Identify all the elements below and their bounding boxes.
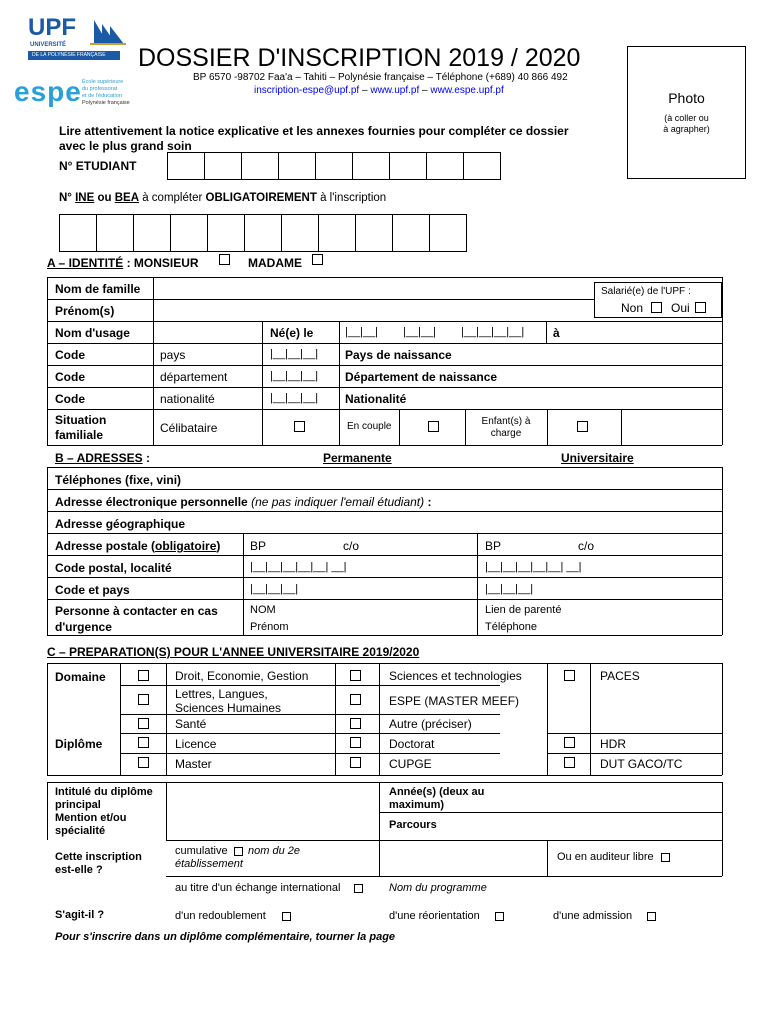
identite-row-line — [47, 387, 722, 388]
upf-banner — [28, 51, 120, 60]
droit-label: Droit, Economie, Gestion — [175, 669, 309, 683]
birth-place-label: à — [553, 326, 560, 340]
postale-a: Adresse postale ( — [55, 539, 156, 553]
photo-note-1: (à coller ou — [664, 113, 709, 123]
droit-checkbox[interactable] — [138, 670, 149, 681]
pays-label: pays — [160, 348, 186, 362]
ine-digit-box[interactable] — [429, 214, 467, 252]
ine-digit-box[interactable] — [392, 214, 430, 252]
code-pays-mask[interactable]: |__|__|__| — [270, 348, 319, 360]
doctorat-label: Doctorat — [389, 737, 435, 751]
cp-label: Code postal, localité — [55, 561, 172, 575]
student-digit-box[interactable] — [352, 152, 390, 180]
postale-c: ) — [216, 539, 221, 553]
espe-logo-text: espe — [14, 76, 82, 107]
prep-row-line — [547, 753, 722, 754]
adresse-row-line — [47, 599, 722, 600]
univ-pays-mask[interactable]: |__|__|__| — [485, 583, 534, 595]
prep2-right-border — [722, 782, 723, 876]
ine-digit-box[interactable] — [170, 214, 208, 252]
postale-label — [55, 539, 220, 553]
departement-label: département — [160, 370, 228, 384]
situation-label-2: familiale — [55, 428, 104, 442]
en-couple-checkbox[interactable] — [428, 421, 439, 432]
licence-label: Licence — [175, 737, 217, 751]
adresses-colon: : — [145, 451, 150, 465]
intitule-label-2: principal — [55, 799, 101, 811]
celibataire-checkbox[interactable] — [294, 421, 305, 432]
prep2-left-border — [47, 782, 48, 840]
prenoms-label: Prénom(s) — [55, 304, 115, 318]
link-sep-2: – — [422, 85, 428, 96]
prep2-col-line — [547, 840, 548, 876]
ine-c: ou — [94, 192, 115, 204]
perm-pays-mask[interactable]: |__|__|__| — [250, 583, 299, 595]
adresse-right-border — [722, 467, 723, 635]
nom2e-label-1: nom du 2e — [248, 845, 300, 857]
date-mask-day[interactable]: |__|__| — [345, 326, 379, 338]
date-mask-year[interactable]: |__|__|__|__| — [461, 326, 525, 338]
identite-left-border — [47, 277, 48, 445]
code-dept-mask[interactable]: |__|__|__| — [270, 370, 319, 382]
lettres-label-1: Lettres, Langues, — [175, 687, 268, 701]
identite-col-6 — [465, 409, 466, 445]
madame-label: MADAME — [248, 256, 302, 270]
espe-checkbox[interactable] — [350, 694, 361, 705]
student-digit-box[interactable] — [204, 152, 242, 180]
upf-site-link[interactable]: www.upf.pf — [370, 85, 420, 96]
email-label-c: : — [424, 495, 432, 509]
ne-le-label: Né(e) le — [270, 326, 314, 340]
adresse-left-border — [47, 467, 48, 635]
identite-row-line — [47, 365, 722, 366]
ine-digit-box[interactable] — [207, 214, 245, 252]
ine-instruction — [59, 192, 386, 204]
adresse-row-line — [47, 577, 722, 578]
adresse-row-line — [47, 467, 722, 468]
ine-digit-box[interactable] — [96, 214, 134, 252]
prep-right-border — [722, 663, 723, 775]
upf-sub2: DE LA POLYNÉSIE FRANÇAISE — [32, 52, 106, 58]
prep-col-line — [166, 663, 167, 775]
nom2e-label-2: établissement — [175, 858, 243, 870]
master-label: Master — [175, 757, 212, 771]
email-label-a: Adresse électronique personnelle — [55, 495, 252, 509]
identite-col-5 — [399, 409, 400, 445]
en-couple-label: En couple — [347, 421, 392, 432]
reorientation-label: d'une réorientation — [389, 910, 480, 922]
telephones-label: Téléphones (fixe, vini) — [55, 473, 182, 487]
ine-g: à l'inscription — [316, 192, 387, 204]
situation-label-1: Situation — [55, 413, 107, 427]
salarie-non-checkbox[interactable] — [651, 302, 662, 313]
espe-sub-1: École supérieure — [82, 79, 124, 85]
prep-row-line — [120, 753, 500, 754]
contact-links — [254, 85, 504, 96]
lettres-label-2: Sciences Humaines — [175, 701, 282, 715]
adresse-col-2 — [477, 533, 478, 635]
celibataire-label: Célibataire — [160, 421, 218, 435]
salarie-oui-checkbox[interactable] — [695, 302, 706, 313]
dut-checkbox[interactable] — [564, 757, 575, 768]
univ-co: c/o — [578, 539, 595, 553]
enfants-label-1: Enfant(s) à — [481, 416, 531, 427]
admission-checkbox[interactable] — [647, 912, 656, 921]
adresse-row-line — [47, 635, 722, 636]
espe-sub-2: du professorat — [82, 86, 118, 92]
cupge-label: CUPGE — [389, 757, 432, 771]
reorientation-checkbox[interactable] — [495, 912, 504, 921]
contact-label-1: Personne à contacter en cas — [55, 604, 218, 618]
paces-label: PACES — [600, 669, 640, 683]
redoublement-checkbox[interactable] — [282, 912, 291, 921]
sagit-label: S'agit-il ? — [55, 909, 105, 921]
permanente-header: Permanente — [323, 451, 392, 465]
nationalite-label: Nationalité — [345, 392, 407, 406]
prep-row-line — [120, 733, 500, 734]
identite-heading — [47, 256, 199, 270]
universitaire-header: Universitaire — [561, 451, 634, 465]
univ-bp: BP — [485, 539, 502, 553]
licence-checkbox[interactable] — [138, 737, 149, 748]
nationalite-code-label: nationalité — [160, 392, 215, 406]
salarie-box — [594, 282, 722, 318]
student-digit-box[interactable] — [463, 152, 501, 180]
intitule-label-1: Intitulé du diplôme — [55, 786, 153, 798]
adresse-row-line — [47, 489, 722, 490]
email-label — [55, 495, 431, 509]
contact-label-2: d'urgence — [55, 620, 112, 634]
prep2-col-line — [166, 782, 167, 840]
adresses-heading — [55, 451, 150, 465]
doctorat-checkbox[interactable] — [350, 737, 361, 748]
prep2-col-line — [379, 782, 380, 876]
identite-col-7 — [547, 409, 548, 445]
prep-col-line — [379, 663, 380, 775]
prep-bottom-line — [47, 775, 722, 776]
link-sep-1: – — [362, 85, 368, 96]
prep-col-line — [335, 663, 336, 775]
contact-telephone: Téléphone — [485, 621, 537, 633]
notice-line-1: Lire attentivement la notice explicative et les annexes fournies pour compléter ce dossier — [59, 124, 569, 138]
preparation-heading: C – PREPARATION(S) POUR L'ANNEE UNIVERSITAIRE 2019/2020 — [47, 645, 420, 659]
code-nat-mask[interactable]: |__|__|__| — [270, 392, 319, 404]
adresse-col-1 — [243, 533, 244, 635]
pays-naissance-label: Pays de naissance — [345, 348, 452, 362]
cette-label-1: Cette inscription — [55, 851, 142, 863]
ine-b: INE — [75, 192, 95, 204]
prep2-row-line — [166, 840, 722, 841]
annees-label-2: maximum) — [389, 799, 445, 811]
ine-digit-box[interactable] — [244, 214, 282, 252]
sante-label: Santé — [175, 717, 207, 731]
espe-sub-4: Polynésie française — [82, 100, 130, 106]
monsieur-checkbox[interactable] — [219, 254, 230, 265]
student-number-label: N° ETUDIANT — [59, 159, 137, 173]
nom-usage-label: Nom d'usage — [55, 326, 130, 340]
student-digit-box[interactable] — [278, 152, 316, 180]
ine-digit-box[interactable] — [355, 214, 393, 252]
prep-left-border — [47, 663, 48, 775]
geo-label: Adresse géographique — [55, 517, 186, 531]
student-digit-box[interactable] — [167, 152, 205, 180]
prep2-top-line — [47, 782, 722, 783]
perm-co: c/o — [343, 539, 360, 553]
ine-digit-box[interactable] — [281, 214, 319, 252]
code-pays-label: Code — [55, 348, 85, 362]
student-digit-box[interactable] — [315, 152, 353, 180]
prep-col-line — [547, 663, 548, 775]
redoublement-label: d'un redoublement — [175, 910, 266, 922]
diplome-label: Diplôme — [55, 737, 103, 751]
code-nat-label: Code — [55, 392, 85, 406]
espe-site-link[interactable]: www.espe.upf.pf — [430, 85, 504, 96]
mention-label-2: spécialité — [55, 825, 106, 837]
code-dept-label: Code — [55, 370, 85, 384]
cumulative-checkbox[interactable] — [234, 847, 243, 856]
ine-digit-box[interactable] — [133, 214, 171, 252]
identite-row-line — [47, 343, 722, 344]
pays-label-addr: Code et pays — [55, 583, 130, 597]
photo-box — [627, 46, 746, 179]
contact-nom: NOM — [250, 604, 276, 616]
prep-row-line — [547, 733, 722, 734]
identite-col-8 — [621, 409, 622, 445]
lettres-checkbox[interactable] — [138, 694, 149, 705]
monsieur-label: : MONSIEUR — [126, 256, 199, 270]
espe-logo — [14, 76, 138, 110]
ine-e: à compléter — [139, 192, 206, 204]
enfants-checkbox[interactable] — [577, 421, 588, 432]
echange-label: au titre d'un échange international — [175, 882, 341, 894]
enfants-label-2: charge — [490, 428, 522, 439]
identite-col-1 — [153, 277, 154, 445]
echange-checkbox[interactable] — [354, 884, 363, 893]
admission-label: d'une admission — [553, 910, 633, 922]
ine-f: OBLIGATOIREMENT — [205, 192, 317, 204]
univ-cp-mask[interactable]: |__|__|__|__|__| __| — [485, 561, 582, 573]
espe-meef-label: ESPE (MASTER MEEF) — [389, 694, 520, 708]
salarie-non: Non — [621, 301, 644, 315]
madame-checkbox[interactable] — [312, 254, 323, 265]
email-label-b: (ne pas indiquer l'email étudiant) — [251, 495, 425, 509]
student-digit-box[interactable] — [241, 152, 279, 180]
annees-label-1: Année(s) (deux au — [389, 786, 485, 798]
photo-note-2: à agrapher) — [663, 124, 710, 134]
auditeur-checkbox[interactable] — [661, 853, 670, 862]
prep-col-line — [590, 663, 591, 775]
adresse-row-line — [47, 555, 722, 556]
autre-checkbox[interactable] — [350, 718, 361, 729]
sciences-label: Sciences et technologies — [389, 669, 522, 683]
auditeur-label: Ou en auditeur libre — [557, 851, 654, 863]
adresse-row-line — [47, 533, 722, 534]
domaine-label: Domaine — [55, 670, 106, 684]
adresses-title: B – ADRESSES — [55, 451, 143, 465]
dept-naissance-label: Département de naissance — [345, 370, 498, 384]
student-digit-box[interactable] — [389, 152, 427, 180]
salarie-oui: Oui — [671, 301, 690, 315]
contact-lien: Lien de parenté — [485, 604, 562, 616]
notice-line-2: avec le plus grand soin — [59, 139, 192, 153]
espe-sub-3: et de l'éducation — [82, 93, 122, 99]
sante-checkbox[interactable] — [138, 718, 149, 729]
cupge-checkbox[interactable] — [350, 757, 361, 768]
photo-label: Photo — [668, 90, 705, 106]
email-link[interactable]: inscription-espe@upf.pf — [254, 85, 360, 96]
contact-address: BP 6570 -98702 Faa'a – Tahiti – Polynésie française – Téléphone (+689) 40 866 492 — [193, 72, 568, 83]
mention-label-1: Mention et/ou — [55, 812, 127, 824]
perm-bp: BP — [250, 539, 267, 553]
identite-title: A – IDENTITÉ — [47, 256, 124, 270]
prep-top-line — [47, 663, 722, 664]
upf-logo-text: UPF — [28, 14, 76, 41]
perm-cp-mask[interactable]: |__|__|__|__|__| __| — [250, 561, 347, 573]
date-mask-month[interactable]: |__|__| — [403, 326, 437, 338]
postale-b: obligatoire — [155, 539, 217, 553]
hdr-checkbox[interactable] — [564, 737, 575, 748]
ine-digit-box[interactable] — [318, 214, 356, 252]
prep-col-line — [120, 663, 121, 775]
nom-famille-label: Nom de famille — [55, 282, 141, 296]
identite-row-line — [47, 445, 722, 446]
adresse-row-line — [47, 511, 722, 512]
identite-col-2 — [262, 321, 263, 445]
ine-a: N° — [59, 192, 76, 204]
student-digit-box[interactable] — [426, 152, 464, 180]
identite-row-line — [47, 277, 722, 278]
sailboat-icon — [88, 16, 128, 46]
identite-right-border — [722, 277, 723, 445]
prep-row-line — [120, 685, 500, 686]
footer-note: Pour s'inscrire dans un diplôme complémentaire, tourner la page — [55, 931, 396, 943]
sciences-checkbox[interactable] — [350, 670, 361, 681]
identite-col-4 — [546, 321, 547, 343]
identite-col-3 — [339, 321, 340, 445]
salarie-label: Salarié(e) de l'UPF : — [601, 286, 691, 297]
master-checkbox[interactable] — [138, 757, 149, 768]
hdr-label: HDR — [600, 737, 626, 751]
contact-prenom: Prénom — [250, 621, 289, 633]
paces-checkbox[interactable] — [564, 670, 575, 681]
page-title: DOSSIER D'INSCRIPTION 2019 / 2020 — [138, 44, 581, 72]
identite-row-line — [47, 321, 722, 322]
cette-label-2: est-elle ? — [55, 864, 103, 876]
prep2-row-line — [379, 812, 722, 813]
dut-label: DUT GACO/TC — [600, 757, 683, 771]
prep2-row-line — [166, 876, 722, 877]
upf-sub1: UNIVERSITÉ — [30, 42, 67, 48]
upf-logo — [28, 14, 128, 62]
parcours-label: Parcours — [389, 819, 437, 831]
programme-label: Nom du programme — [389, 882, 487, 894]
autre-label: Autre (préciser) — [389, 717, 472, 731]
ine-digit-box[interactable] — [59, 214, 97, 252]
cumulative-label: cumulative — [175, 845, 228, 857]
ine-d: BEA — [114, 192, 140, 204]
